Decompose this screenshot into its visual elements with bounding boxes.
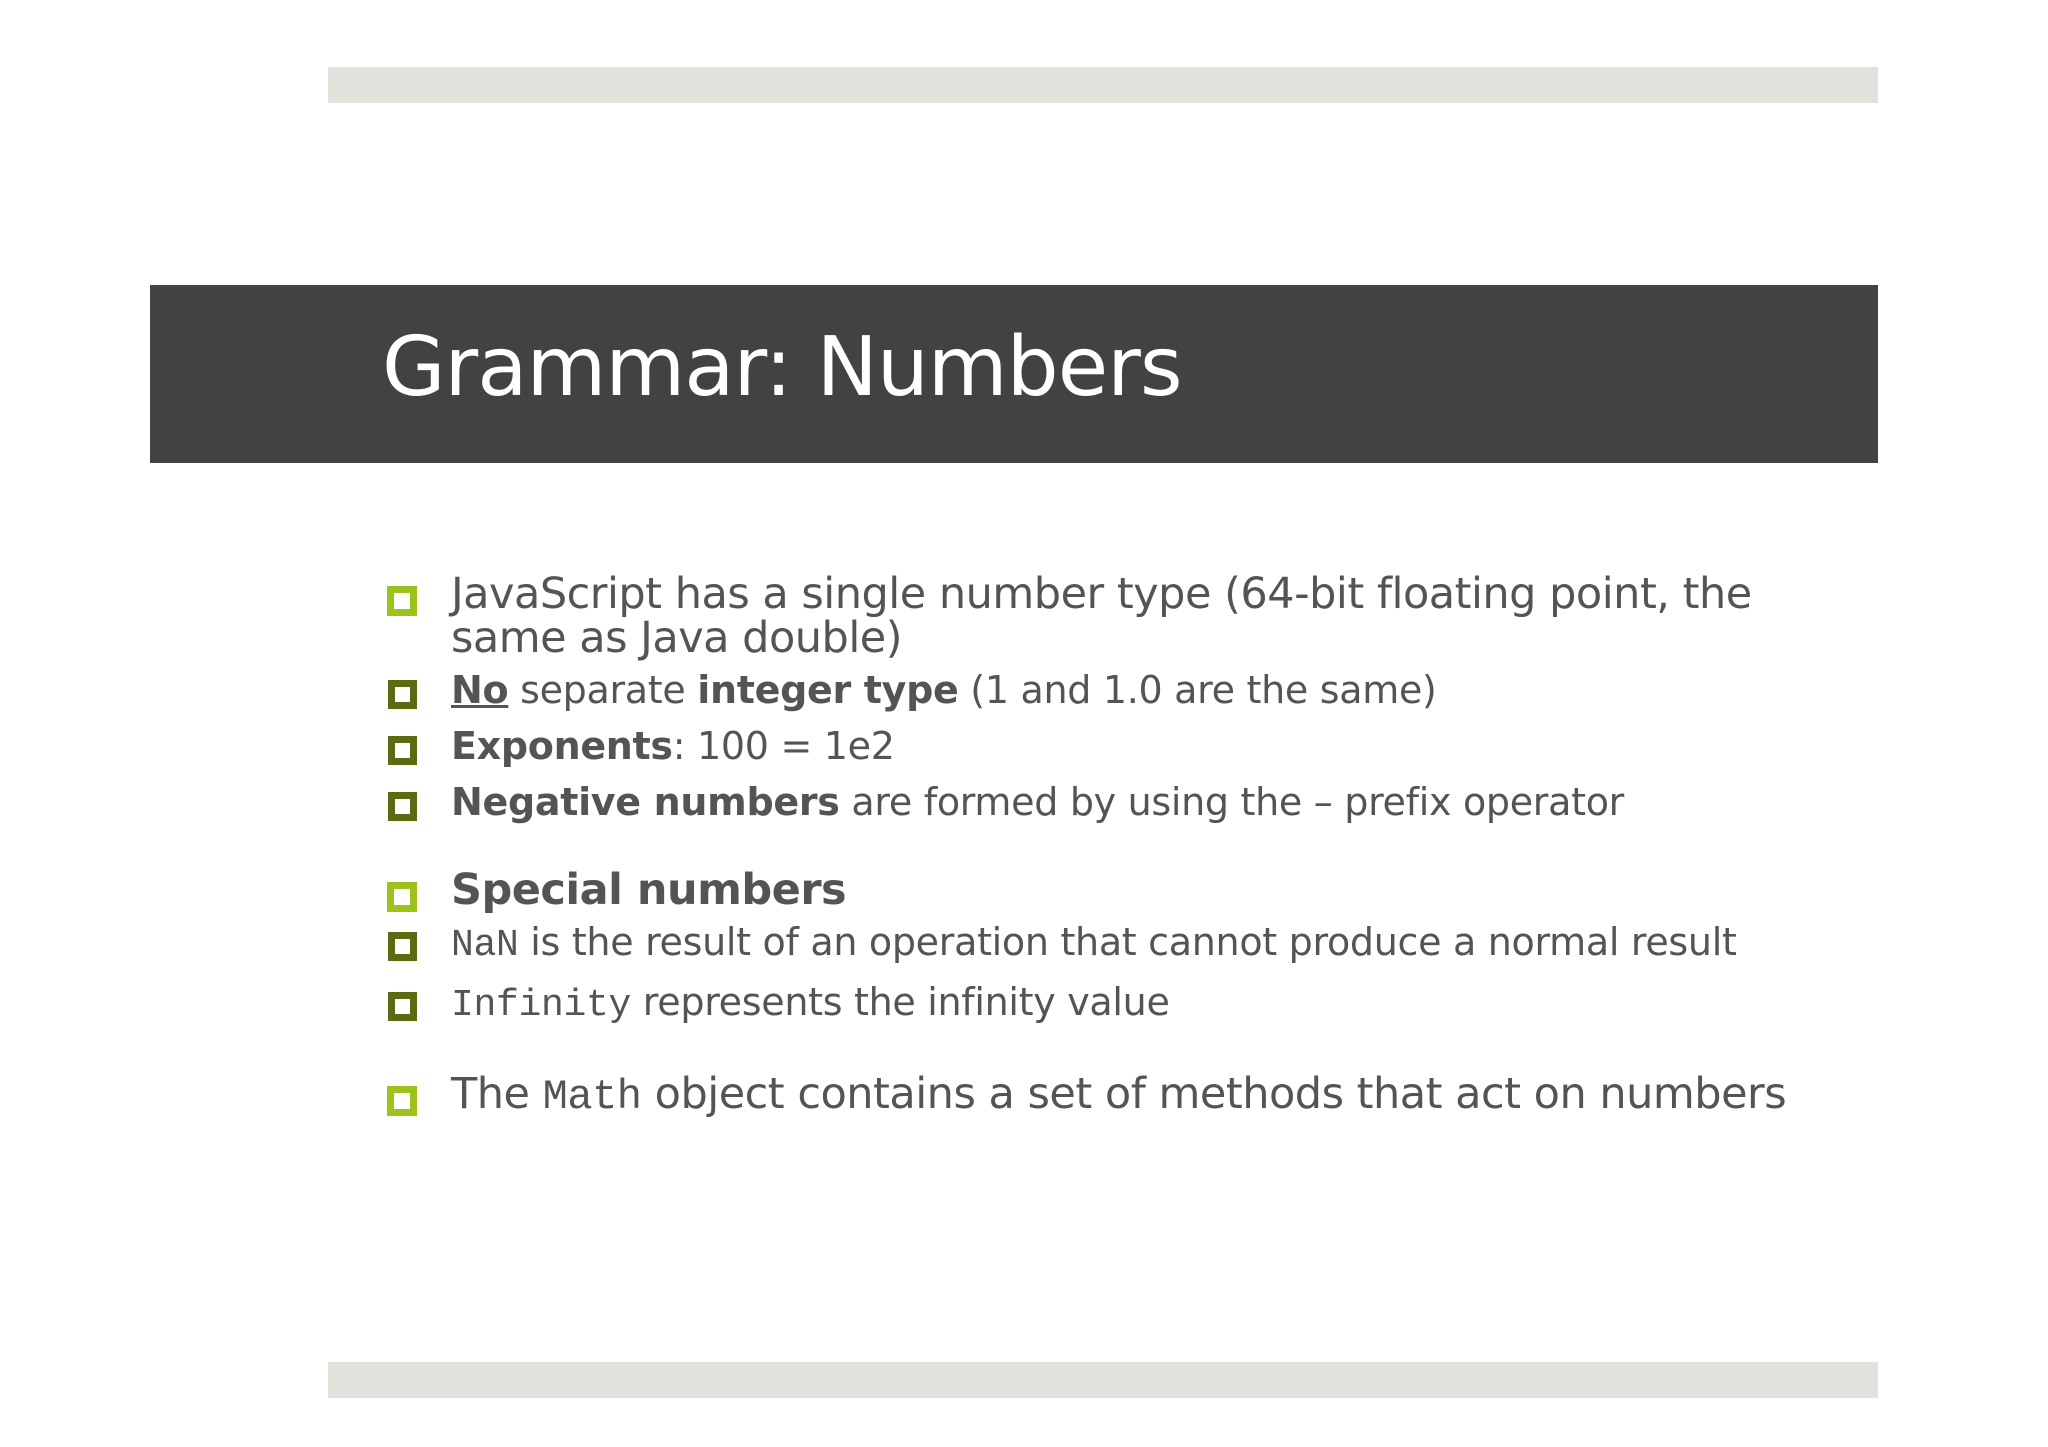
sub-bullet-emphasis: Exponents <box>451 724 673 768</box>
hollow-square-icon <box>387 1086 417 1116</box>
sub-bullet-emphasis: No <box>451 668 509 712</box>
code-infinity: Infinity <box>451 984 632 1027</box>
sub-bullet-exponents <box>320 726 1805 766</box>
sub-bullet-emphasis: Negative numbers <box>451 780 840 824</box>
bullet-text: The <box>451 1069 543 1119</box>
hollow-square-icon <box>387 586 417 616</box>
sub-bullets-special-numbers <box>385 922 1805 1026</box>
bullet-number-type <box>385 569 1805 663</box>
sub-bullet-text: are formed by using the – prefix operator <box>839 780 1624 824</box>
code-nan: NaN <box>451 924 519 967</box>
hollow-square-icon <box>388 736 417 765</box>
bullet-math-object <box>385 1069 1805 1121</box>
sub-bullet-text: : 100 = 1e2 <box>672 724 895 768</box>
bullet-special-numbers <box>385 865 1805 915</box>
slide-title: Grammar: Numbers <box>382 320 1182 415</box>
sub-bullet-infinity <box>320 982 1805 1026</box>
slide-content <box>385 569 1805 1121</box>
sub-bullet-text: represents the infinity value <box>631 980 1170 1024</box>
sub-bullet-text: (1 and 1.0 are the same) <box>958 668 1437 712</box>
hollow-square-icon <box>388 992 417 1021</box>
sub-bullet-no-integer <box>320 670 1805 710</box>
hollow-square-icon <box>388 792 417 821</box>
bottom-decor-bar <box>328 1362 1878 1398</box>
sub-bullets-number-type <box>385 670 1805 822</box>
sub-bullet-emphasis: integer type <box>697 668 959 712</box>
sub-bullet-text: is the result of an operation that cannot produce a normal result <box>518 920 1737 964</box>
code-math: Math <box>542 1073 642 1121</box>
bullet-text: JavaScript has a single number type (64-bit floating point, the same as Java double) <box>451 569 1752 663</box>
bullet-text: object contains a set of methods that act on numbers <box>641 1069 1787 1119</box>
sub-bullet-text: separate <box>508 668 698 712</box>
hollow-square-icon <box>387 882 417 912</box>
sub-bullet-negative-numbers <box>320 782 1805 822</box>
sub-bullet-nan <box>320 922 1805 966</box>
bullet-text: Special numbers <box>451 865 847 915</box>
top-decor-bar <box>328 67 1878 103</box>
hollow-square-icon <box>388 932 417 961</box>
hollow-square-icon <box>388 680 417 709</box>
